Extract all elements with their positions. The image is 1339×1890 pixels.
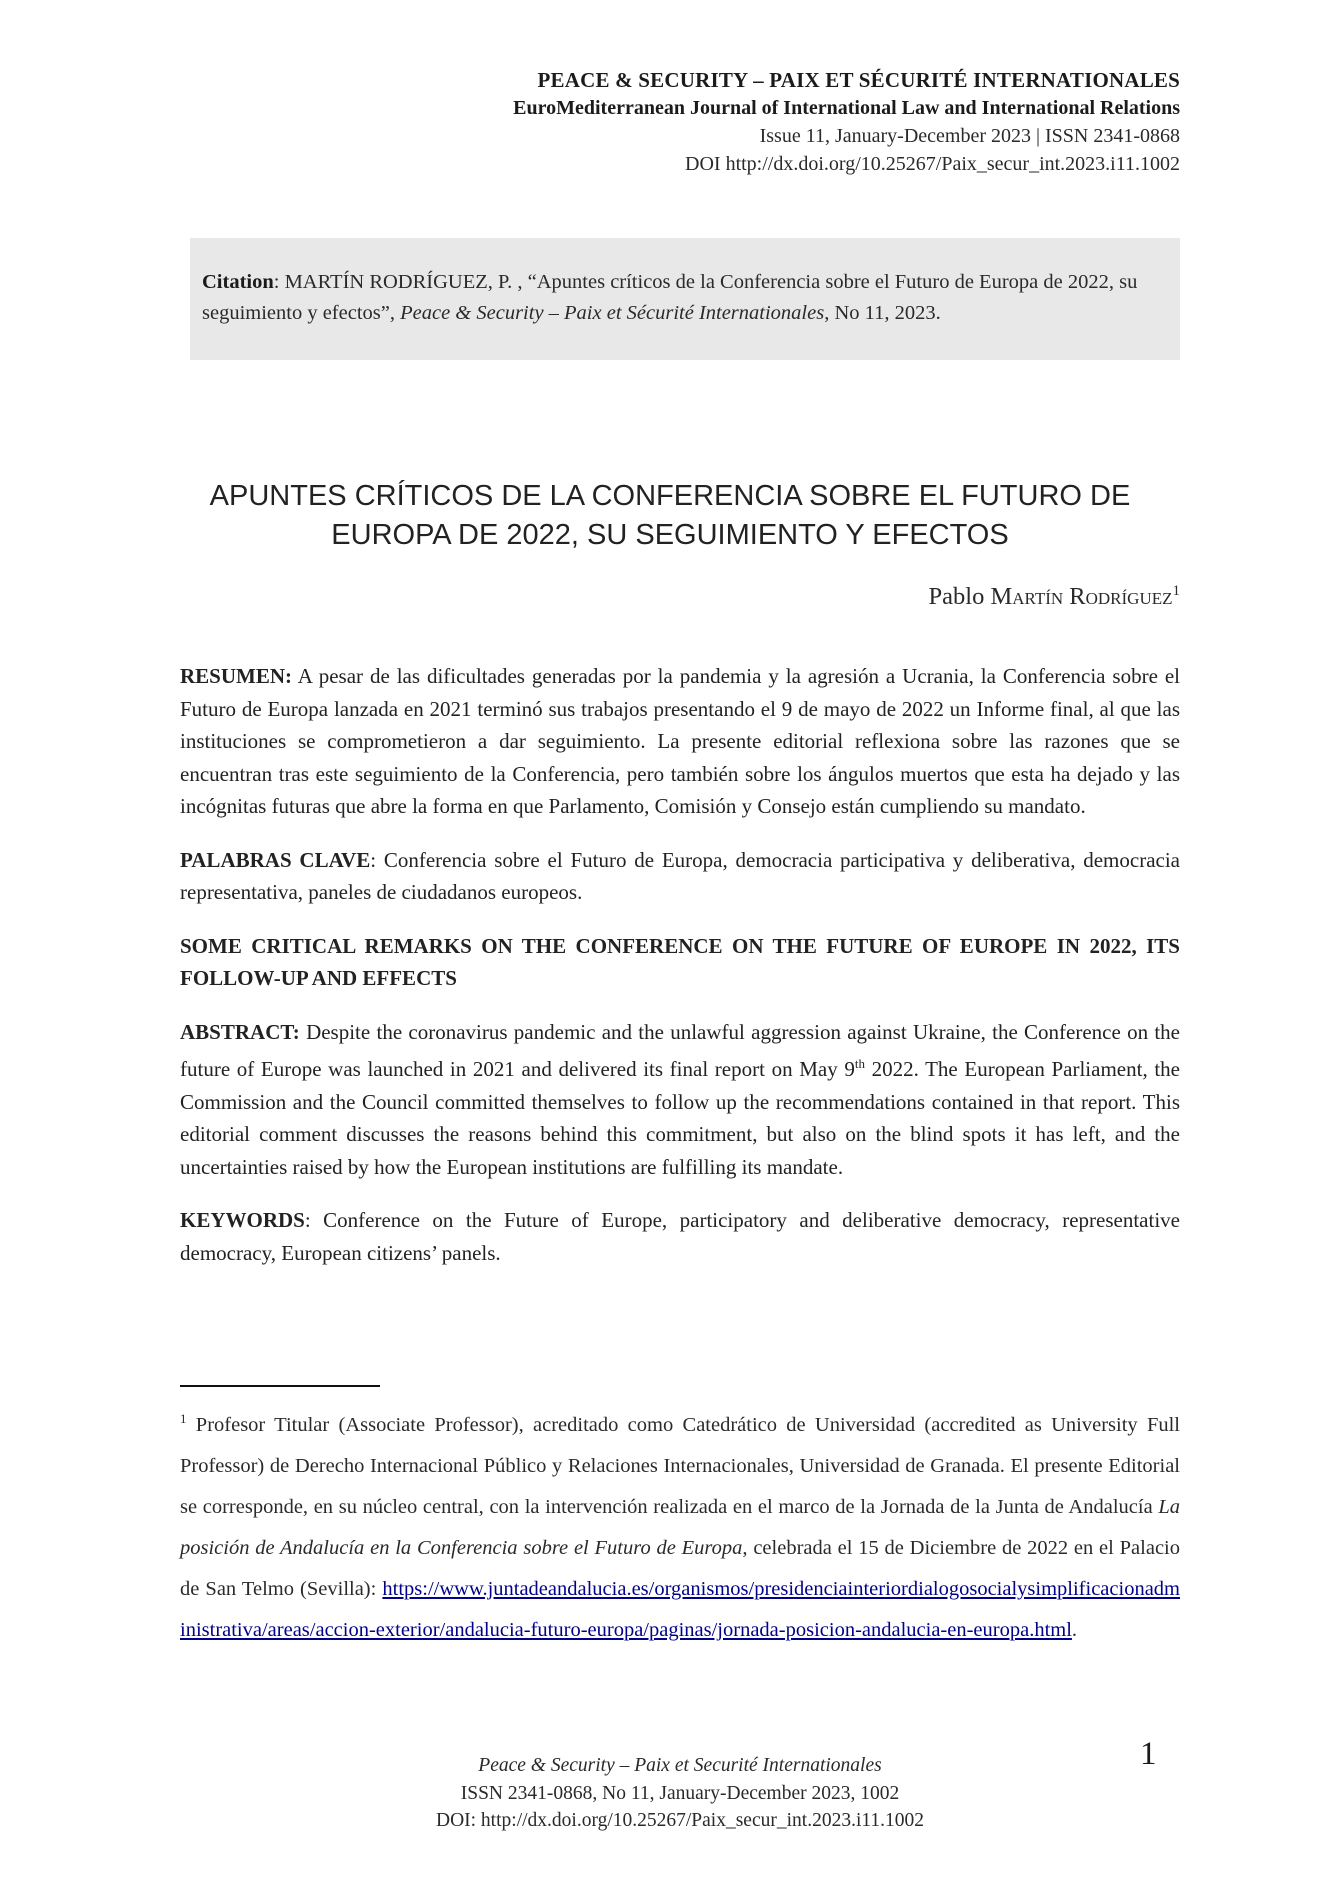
palabras-clave-label: PALABRAS CLAVE: [180, 847, 371, 872]
footer-issn-line: ISSN 2341-0868, No 11, January-December 2023, 1002: [460, 1782, 900, 1804]
citation-label: Citation: [202, 271, 274, 293]
abstract-label: ABSTRACT:: [180, 1019, 300, 1044]
footnote-link[interactable]: https://www.juntadeandalucia.es/organismos/presidenciainteriordialogosocialysimplificacionadministrativa/areas/accion-exterior/andalucia-futuro-europa/paginas/jornada-posicion-andalucia-en-europa.html: [180, 1577, 1180, 1641]
author-family-name: Martín Rodríguez: [990, 583, 1173, 611]
citation-journal-italic: Peace & Security – Paix et Sécurité Internationales: [400, 302, 825, 324]
article-title: APUNTES CRÍTICOS DE LA CONFERENCIA SOBRE EL FUTURO DE EUROPA DE 2022, SU SEGUIMIENTO Y EFECTOS: [209, 480, 1131, 551]
author-given-name: Pablo: [928, 583, 991, 611]
citation-text: : MARTÍN RODRÍGUEZ, P. , “Apuntes críticos de la Conferencia sobre el Futuro de Europa de 2022, su seguimiento y efectos”,: [202, 271, 1138, 324]
author-line: [163, 583, 1180, 611]
keywords-text: : Conference on the Future of Europe, participatory and deliberative democracy, representative democracy, European citizens’ panels.: [180, 1208, 1180, 1265]
keywords-paragraph: [180, 1204, 1180, 1269]
footnote: [180, 1398, 1180, 1651]
palabras-clave-paragraph: [180, 844, 1180, 909]
resumen-text: A pesar de las dificultades generadas por la pandemia y la agresión a Ucrania, la Conferencia sobre el Futuro de Europa lanzada en 2021 terminó sus trabajos presentando el 9 de mayo de 2022 un Informe final, al que las instituciones se comprometieron a dar seguimiento. La presente editorial reflexiona sobre las razones que se encuentran tras este seguimiento de la Conferencia, pero también sobre los ángulos muertos que esta ha dejado y las incógnitas futuras que abre la forma en que Parlamento, Comisión y Consejo están cumpliendo su mandato.: [180, 664, 1180, 818]
abstract-text-2: 2022. The European Parliament, the Commission and the Council committed themselves to follow up the recommendations contained in that report. This editorial comment discusses the reasons behind this commitment, but also on the blind spots it has left, and the uncertainties raised by how the European institutions are fulfilling its mandate.: [180, 1057, 1180, 1179]
footnote-mark: 1: [180, 1411, 187, 1426]
resumen-paragraph: [180, 660, 1180, 823]
journal-subtitle: EuroMediterranean Journal of International Law and International Relations: [513, 97, 1180, 119]
resumen-label: RESUMEN:: [180, 664, 293, 688]
doi-line: DOI http://dx.doi.org/10.25267/Paix_secur_int.2023.i11.1002: [685, 153, 1180, 175]
footnote-text-3: .: [1071, 1618, 1078, 1641]
abstract-ordinal-sup: th: [854, 1056, 865, 1071]
journal-masthead: [163, 66, 1180, 178]
footnote-text-1: Profesor Titular (Associate Professor), acreditado como Catedrático de Universidad (accredited as University Full Professor) de Derecho Internacional Público y Relaciones Internacionales, Universidad de Granada. El presente Editorial se corresponde, en su núcleo central, con la intervención realizada en el marco de la Jornada de la Junta de Andalucía: [180, 1413, 1180, 1518]
footer-journal-title: Peace & Security – Paix et Securité Internationales: [478, 1755, 882, 1776]
abstract-paragraph: [180, 1016, 1180, 1184]
journal-title: PEACE & SECURITY – PAIX ET SÉCURITÉ INTERNATIONALES: [537, 68, 1180, 92]
citation-box: [190, 238, 1180, 360]
page-number: 1: [1140, 1736, 1157, 1772]
palabras-clave-text: : Conferencia sobre el Futuro de Europa, democracia participativa y deliberativa, democracia representativa, paneles de ciudadanos europeos.: [180, 847, 1180, 904]
page-footer: [180, 1752, 1180, 1835]
abstract-text-1: Despite the coronavirus pandemic and the unlawful aggression against Ukraine, the Conference on the future of Europe was launched in 2021 and delivered its final report on May 9: [180, 1019, 1180, 1081]
english-title-heading: SOME CRITICAL REMARKS ON THE CONFERENCE ON THE FUTURE OF EUROPE IN 2022, ITS FOLLOW-UP AND EFFECTS: [180, 933, 1180, 990]
footnote-separator-rule: [180, 1385, 380, 1387]
footer-doi-line: DOI: http://dx.doi.org/10.25267/Paix_secur_int.2023.i11.1002: [435, 1810, 925, 1831]
footnote-text-2: , celebrada el 15 de Diciembre de 2022 en el Palacio de San Telmo (Sevilla):: [180, 1536, 1180, 1600]
citation-text-end: , No 11, 2023.: [824, 302, 941, 324]
article-body: [180, 660, 1180, 1290]
footnote-italic-title: La posición de Andalucía en la Conferencia sobre el Futuro de Europa: [180, 1495, 1180, 1559]
keywords-label: KEYWORDS: [180, 1208, 305, 1232]
author-footnote-mark: 1: [1172, 583, 1180, 599]
issue-issn-line: Issue 11, January-December 2023 | ISSN 2341-0868: [759, 125, 1180, 147]
